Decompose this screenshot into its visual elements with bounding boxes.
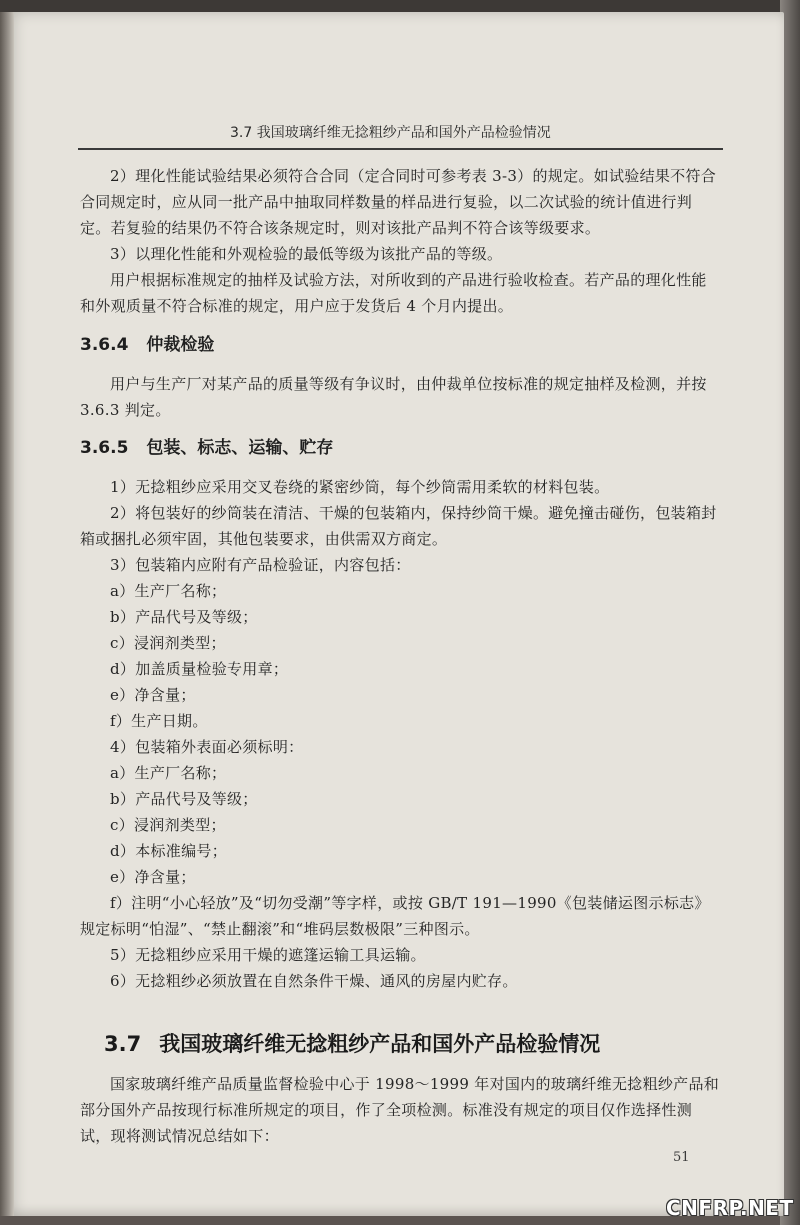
list-item: a）生产厂名称； <box>110 582 227 600</box>
paragraph-arbitration: 用户与生产厂对某产品的质量等级有争议时，由仲裁单位按标准的规定抽样及检测，并按 3.6.3 判定。 <box>80 375 707 419</box>
section-heading-arbitration <box>80 330 720 355</box>
list-item: 1）无捻粗纱应采用交叉卷绕的紧密纱筒，每个纱筒需用柔软的材料包装。 <box>110 478 610 496</box>
list-item: a）生产厂名称； <box>110 764 227 782</box>
running-head: 3.7 我国玻璃纤维无捻粗纱产品和国外产品检验情况 <box>230 125 551 141</box>
section-title: 我国玻璃纤维无捻粗纱产品和国外产品检验情况 <box>159 1032 601 1056</box>
section-heading-inspection <box>104 1028 724 1058</box>
list-item: c）浸润剂类型； <box>110 816 226 834</box>
list-item: f）注明“小心轻放”及“切勿受潮”等字样，或按 GB/T 191—1990《包装储运图示标志》规定标明“怕湿”、“禁止翻滚”和“堆码层数极限”三种图示。 <box>80 894 710 938</box>
page-number: 51 <box>673 1150 690 1165</box>
list-item: 4）包装箱外表面必须标明： <box>110 738 304 756</box>
list-item: 3）包装箱内应附有产品检验证，内容包括： <box>110 556 411 574</box>
list-item: f）生产日期。 <box>110 712 208 730</box>
section-number: 3.6.4 <box>80 335 129 355</box>
list-item: b）产品代号及等级； <box>110 608 258 626</box>
watermark-logo: CNFRP.NET <box>666 1196 794 1220</box>
paragraph-lowest-grade: 3）以理化性能和外观检验的最低等级为该批产品的等级。 <box>110 245 503 263</box>
section-heading-packaging <box>80 433 720 458</box>
list-item: e）净含量； <box>110 686 196 704</box>
paragraph-user-inspection: 用户根据标准规定的抽样及试验方法，对所收到的产品进行验收检查。若产品的理化性能和外观质量不符合标准的规定，用户应于发货后 4 个月内提出。 <box>80 271 707 315</box>
list-item: d）本标准编号； <box>110 842 228 860</box>
list-item: 5）无捻粗纱应采用干燥的遮篷运输工具运输。 <box>110 946 426 964</box>
section-title: 仲裁检验 <box>146 335 215 355</box>
section-number: 3.7 <box>104 1032 142 1056</box>
list-item: 2）将包装好的纱筒装在清洁、干燥的包装箱内，保持纱筒干燥。避免撞击碰伤，包装箱封箱或捆扎必须牢固，其他包装要求，由供需双方商定。 <box>80 504 717 548</box>
paragraph-inspection-summary: 国家玻璃纤维产品质量监督检验中心于 1998～1999 年对国内的玻璃纤维无捻粗纱产品和部分国外产品按现行标准所规定的项目，作了全项检测。标准没有规定的项目仅作选择性测试，现将测试情况总结如下： <box>80 1075 720 1145</box>
list-item: 6）无捻粗纱必须放置在自然条件干燥、通风的房屋内贮存。 <box>110 972 518 990</box>
list-item: b）产品代号及等级； <box>110 790 258 808</box>
list-item: c）浸润剂类型； <box>110 634 226 652</box>
section-number: 3.6.5 <box>80 438 129 458</box>
list-item: e）净含量； <box>110 868 196 886</box>
paragraph-test-results: 2）理化性能试验结果必须符合合同（定合同时可参考表 3-3）的规定。如试验结果不符合合同规定时，应从同一批产品中抽取同样数量的样品进行复验，以二次试验的统计值进行判定。若复验的结果仍不符合该条规定时，则对该批产品判不符合该等级要求。 <box>80 167 717 237</box>
header-rule <box>78 148 723 150</box>
section-title: 包装、标志、运输、贮存 <box>146 438 334 458</box>
list-item: d）加盖质量检验专用章； <box>110 660 289 678</box>
